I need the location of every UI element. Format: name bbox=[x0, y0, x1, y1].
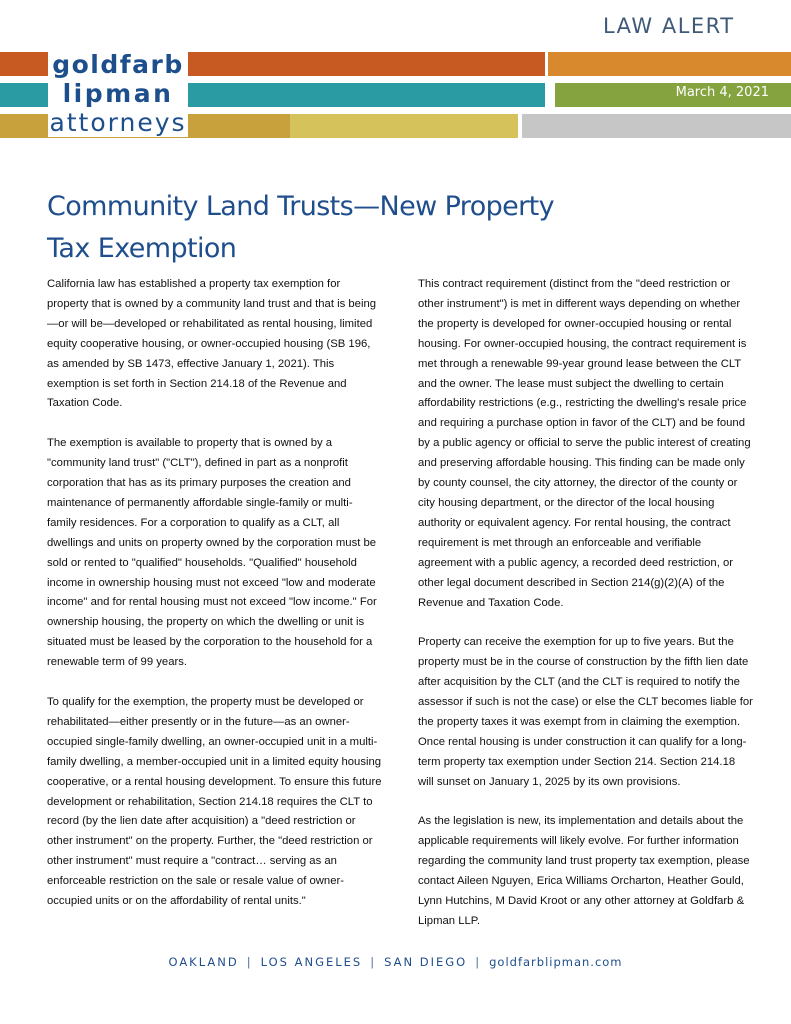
stripe-amber bbox=[548, 52, 791, 76]
paragraph: As the legislation is new, its implementation and details about the applicable requirements will likely evolve. For further information regarding the community land trust property tax exemption, please contact Aileen Nguyen, Erica Williams Orcharton, Heather Gould, Lynn Hutchins, M David Kroot or any other attorney at Goldfarb & Lipman LLP. bbox=[418, 815, 750, 927]
firm-logo bbox=[48, 50, 188, 137]
stripe-light-gold bbox=[290, 114, 518, 138]
logo-line-goldfarb: goldfarb bbox=[52, 50, 184, 79]
footer-separator: | bbox=[370, 955, 377, 969]
footer-office-san-diego: SAN DIEGO bbox=[384, 955, 468, 969]
right-column bbox=[418, 275, 753, 952]
footer-website-link[interactable]: goldfarblipman.com bbox=[489, 955, 623, 969]
paragraph: Property can receive the exemption for up to five years. But the property must be in the course of construction by the fifth lien date after acquisition by the CLT (and the CLT is required to notify the assessor if such is not the case) or else the CLT becomes liable for the property taxes it was exempt from in claiming the exemption. Once rental housing is under construction it can qualify for a long-term property tax exemption under Section 214. Section 214.18 will sunset on January 1, 2025 by its own provisions. bbox=[418, 636, 753, 788]
paragraph: To qualify for the exemption, the property must be developed or rehabilitated—either presently or in the future—as an owner-occupied single-family dwelling, an owner-occupied unit in a multi-family dwelling, a member-occupied unit in a limited equity housing cooperative, or a rental housing development. To ensure this future development or rehabilitation, Section 214.18 requires the CLT to record (by the lien date after acquisition) a "deed restriction or other instrument" on the property. Further, the "deed restriction or other instrument" must require a "contract… serving as an enforceable restriction on the sale or resale value of owner-occupied units or on the affordability of rental units." bbox=[47, 696, 382, 908]
article-title bbox=[47, 186, 647, 270]
alert-date: March 4, 2021 bbox=[675, 85, 769, 100]
footer-separator: | bbox=[475, 955, 482, 969]
title-line-2: Tax Exemption bbox=[47, 233, 237, 264]
footer bbox=[0, 955, 791, 969]
logo-line-lipman: lipman bbox=[62, 79, 174, 108]
logo-line-attorneys: attorneys bbox=[49, 108, 187, 137]
footer-separator: | bbox=[246, 955, 253, 969]
law-alert-label: LAW ALERT bbox=[603, 14, 735, 38]
title-line-1: Community Land Trusts—New Property bbox=[47, 191, 555, 222]
footer-office-los-angeles: LOS ANGELES bbox=[260, 955, 363, 969]
paragraph: This contract requirement (distinct from the "deed restriction or other instrument") is met in different ways depending on whether the property is developed for owner-occupied housing or rental housing. For owner-occupied housing, the contract requirement is met through a renewable 99-year ground lease between the CLT and the owner. The lease must subject the dwelling to certain affordability restrictions (e.g., restricting the dwelling's resale price and requiring a purchase option in favor of the CLT) and be found by a public agency or official to serve the public interest of creating and preserving affordable housing. This finding can be made only by county counsel, the city attorney, the director of the county or city housing department, or the director of the local housing authority or equivalent agency. For rental housing, the contract requirement is met through an enforceable and verifiable agreement with a public agency, a recorded deed restriction, or other legal document described in Section 214(g)(2)(A) of the Revenue and Taxation Code. bbox=[418, 278, 751, 609]
left-column bbox=[47, 275, 382, 932]
footer-office-oakland: OAKLAND bbox=[168, 955, 239, 969]
stripe-gray bbox=[522, 114, 791, 138]
paragraph: California law has established a property tax exemption for property that is owned by a community land trust and that is being—or will be—developed or rehabilitated as rental housing, limited equity cooperative housing, or owner-occupied housing (SB 196, as amended by SB 1473, effective January 1, 2021). This exemption is set forth in Section 214.18 of the Revenue and Taxation Code. bbox=[47, 278, 377, 410]
paragraph: The exemption is available to property that is owned by a "community land trust" ("CLT"), defined in part as a nonprofit corporation that has as its primary purposes the creation and maintenance of permanently affordable single-family or multi-family residences. For a corporation to qualify as a CLT, all dwellings and units on property owned by the corporation must be sold or rented to "qualified" households. "Qualified" household income in ownership housing must not exceed "low and moderate income" and for rental housing must not exceed "low income." For ownership housing, the property on which the dwelling or unit is situated must be leased by the corporation to the household for a renewable term of 99 years. bbox=[47, 437, 377, 669]
